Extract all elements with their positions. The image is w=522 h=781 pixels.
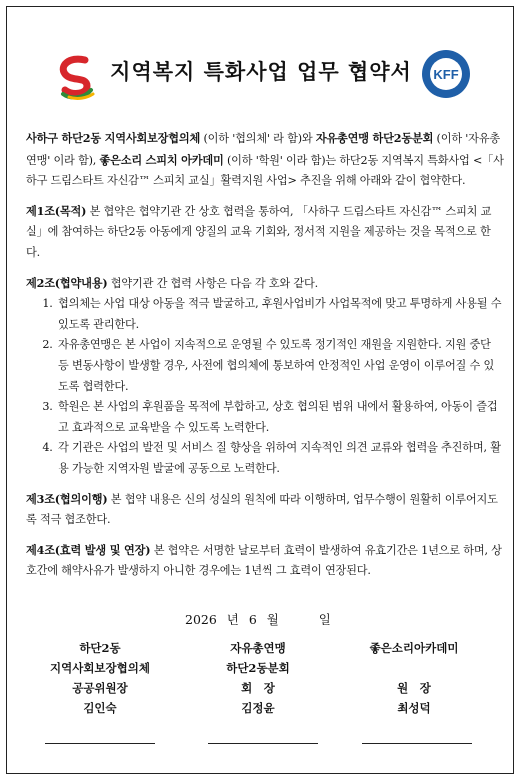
article-4-heading: 제4조(효력 발생 및 연장): [26, 542, 151, 557]
date-month-unit: 월: [266, 612, 279, 627]
signatory-role: 원 장: [397, 681, 431, 695]
article-2: [26, 273, 504, 295]
article-1-text: 본 협약은 협약기관 간 상호 협력을 통하여, 「사하구 드림스타트 자신감™ 스피치 교실」에 참여하는 하단2동 아동에게 양질의 교육 기회와, 정서적 지원을 제공하는 것을 목적으로 한다.: [26, 204, 492, 259]
signature-line: [45, 743, 155, 744]
agreement-body: [26, 128, 504, 582]
signatory-role: 공공위원장: [72, 681, 128, 695]
article-1: [26, 201, 504, 264]
signatory-name: 김정윤: [241, 701, 275, 715]
signatory-org-sub: 하단2동분회: [226, 661, 290, 675]
document-title: 지역복지 특화사업 업무 협약서: [110, 60, 412, 84]
date-day-unit: 일: [318, 612, 331, 627]
signatory-name: 최성덕: [397, 701, 431, 715]
article-4: [26, 540, 504, 582]
date-year: 2026: [185, 612, 217, 627]
article-2-list: [26, 294, 504, 479]
signatory-org: 자유총연맹: [230, 641, 286, 655]
header: [0, 44, 522, 104]
article-1-heading: 제1조(목적): [26, 203, 87, 218]
org3-name: 좋은소리 스피치 아카데미: [99, 152, 224, 167]
org2-alias: (이하 '자유총연맹' 이라 함),: [26, 132, 500, 167]
signatory-org-sub: [344, 658, 484, 678]
list-item: 4. 각 기관은 사업의 발전 및 서비스 질 향상을 위하여 지속적인 의견 교류와 협력을 추진하며, 활용 가능한 지역자원 발굴에 공동으로 노력한다.: [56, 438, 504, 479]
article-3: [26, 489, 504, 531]
intro-rest: (이하 '학원' 이라 함)는 하단2동 지역복지 특화사업 <「사하구 드림스타트 자신감™ 스피치 교실」활력지원 사업> 추진을 위해 아래와 같이 협약한다.: [26, 153, 504, 188]
article-3-text: 본 협약 내용은 신의 성실의 원칙에 따라 이행하며, 업무수행이 원활히 이루어지도록 적극 협조한다.: [26, 492, 498, 527]
org1-name: 사하구 하단2동 지역사회보장협의체: [26, 131, 201, 145]
list-item: 1. 협의체는 사업 대상 아동을 적극 발굴하고, 후원사업비가 사업목적에 맞고 투명하게 사용될 수 있도록 관리한다.: [56, 294, 504, 335]
signatory-2: [188, 638, 328, 718]
org1-alias: (이하 '협의체' 라 함)와: [203, 132, 313, 145]
signatory-1: [30, 638, 170, 718]
signing-date: [185, 610, 331, 628]
signature-line: [362, 743, 472, 744]
signatory-org: 하단2동: [79, 641, 121, 655]
kff-logo-text: KFF: [433, 67, 459, 82]
article-3-heading: 제3조(협의이행): [26, 491, 108, 506]
org2-name: 자유총연맹 하단2동분회: [315, 131, 434, 145]
intro-paragraph: [26, 128, 504, 192]
signatory-org: 좋은소리아카데미: [369, 641, 459, 655]
signatory-role: 회 장: [241, 681, 275, 695]
signature-line: [208, 743, 318, 744]
article-2-heading: 제2조(협약내용): [26, 275, 108, 290]
article-4-text: 본 협약은 서명한 날로부터 효력이 발생하여 유효기간은 1년으로 하며, 상호간에 해약사유가 발생하지 아니한 경우에는 1년씩 그 효력이 연장된다.: [26, 543, 502, 578]
list-item: 3. 학원은 본 사업의 후원품을 목적에 부합하고, 상호 협의된 범위 내에서 활용하여, 아동이 즐겁고 효과적으로 교육받을 수 있도록 노력한다.: [56, 397, 504, 438]
list-item: 2. 자유총연맹은 본 사업이 지속적으로 운영될 수 있도록 정기적인 재원을 지원한다. 지원 중단 등 변동사항이 발생할 경우, 사전에 협의체에 통보하여 안정적인 사업 운영이 이루어질 수 있도록 협력한다.: [56, 335, 504, 397]
signatory-name: 김인숙: [83, 701, 117, 715]
signatory-3: [344, 638, 484, 718]
signatory-org-sub: 지역사회보장협의체: [50, 661, 150, 675]
article-2-text: 협약기관 간 협력 사항은 다음 각 호와 같다.: [110, 276, 318, 290]
kff-federation-logo-icon: [420, 48, 472, 100]
date-year-unit: 년: [226, 612, 239, 627]
date-month: 6: [248, 612, 257, 627]
